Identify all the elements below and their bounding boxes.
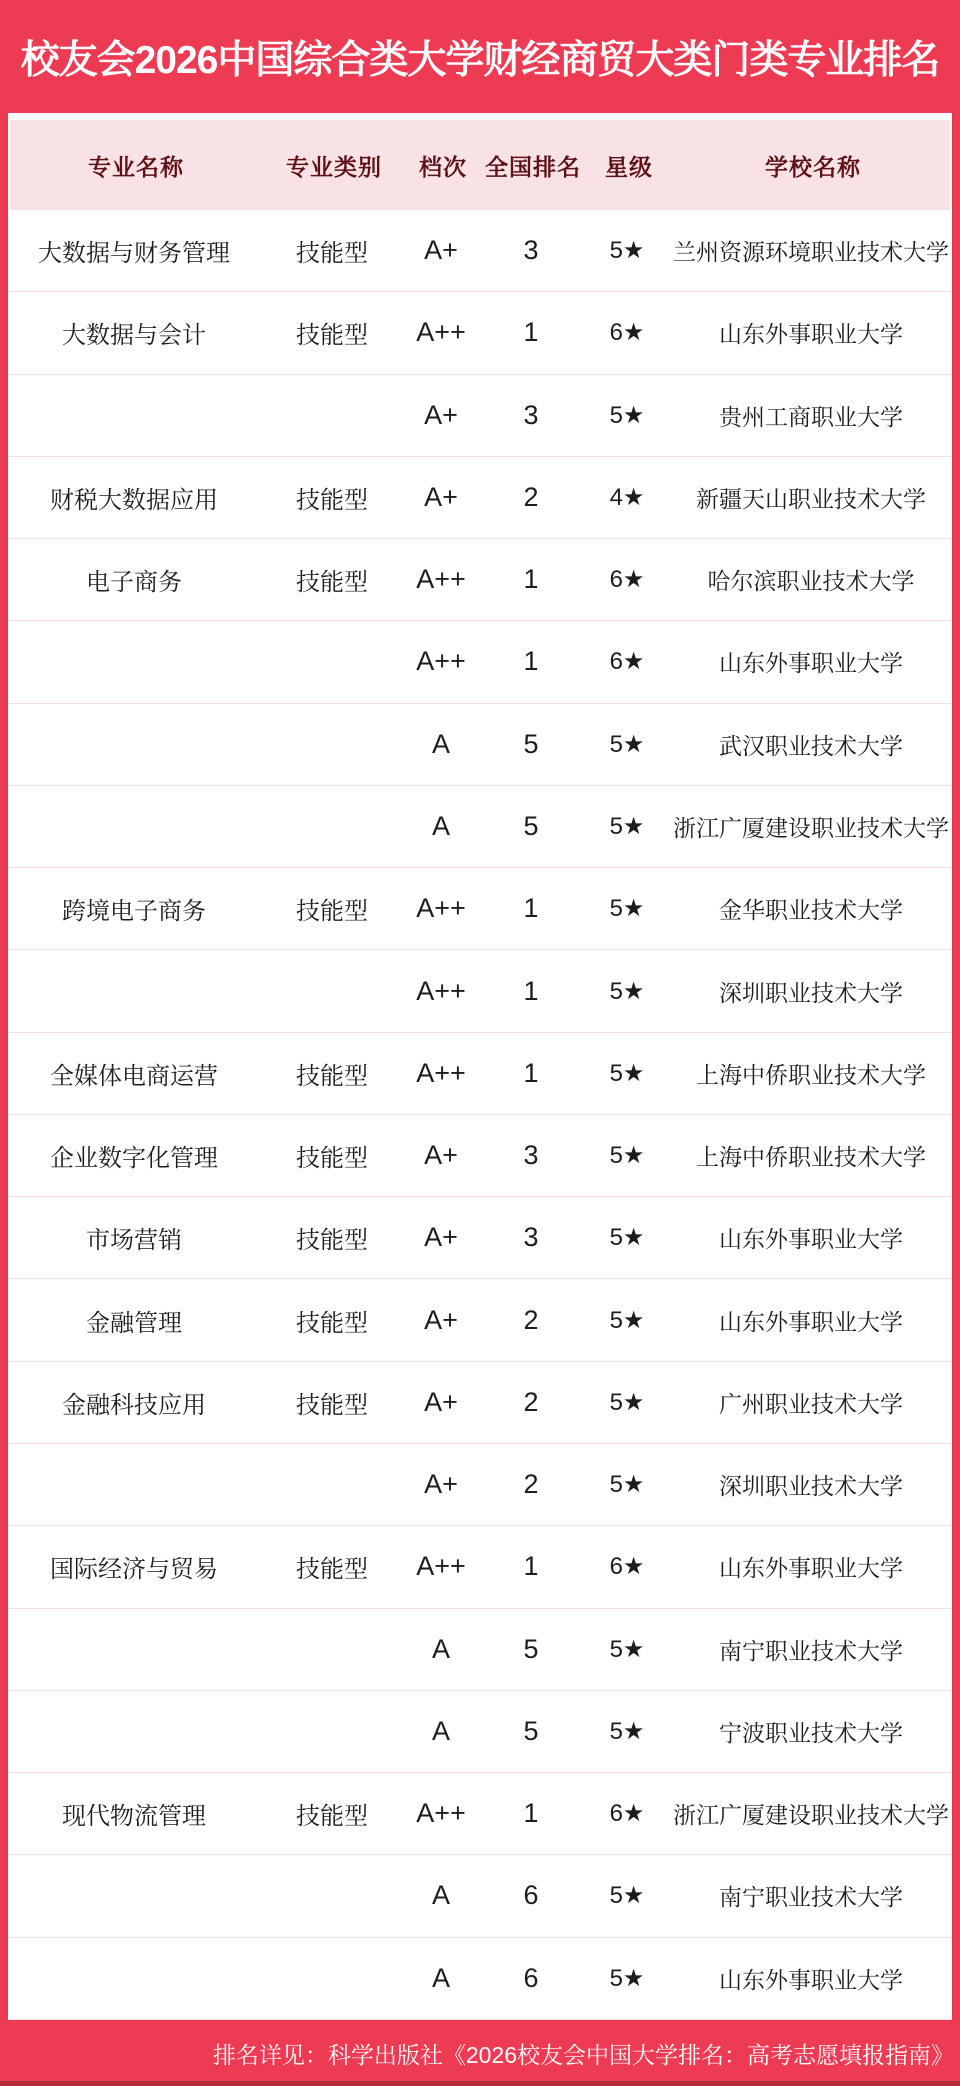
cell-rank: 1 [523,646,539,677]
cell-rank: 2 [523,1469,539,1500]
cell-rank: 1 [523,893,539,924]
footer-bar [0,2020,960,2086]
cell-rank: 1 [523,317,539,348]
cell-school: 上海中侨职业技术大学 [696,1061,926,1088]
cell-school: 广州职业技术大学 [719,1390,903,1417]
table-row [8,1526,952,1608]
cell-grade: A+ [424,1469,458,1500]
cell-rank: 6 [523,1880,539,1911]
cell-major: 电子商务 [86,569,182,597]
cell-grade: A++ [416,1798,466,1829]
cell-school: 深圳职业技术大学 [719,979,903,1006]
table-row [8,1938,952,2020]
column-header-major: 专业名称 [88,153,184,180]
cell-grade: A [431,1633,450,1664]
cell-school: 武汉职业技术大学 [719,732,903,759]
cell-grade: A+ [424,235,458,266]
cell-grade: A++ [416,975,466,1006]
table-row [8,1691,952,1773]
cell-rank: 5 [523,1633,539,1664]
cell-school: 浙江广厦建设职业技术大学 [673,814,949,841]
bottom-edge-strip [0,2081,960,2086]
cell-stars: 5★ [609,812,645,840]
cell-major: 国际经济与贸易 [50,1556,218,1584]
cell-major: 企业数字化管理 [50,1145,218,1173]
cell-stars: 5★ [609,1964,645,1992]
table-row [8,1444,952,1526]
cell-rank: 6 [523,1962,539,1993]
cell-rank: 2 [523,1304,539,1335]
cell-category: 技能型 [296,486,368,514]
cell-school: 山东外事职业大学 [719,650,903,677]
table-row [8,621,952,703]
cell-stars: 5★ [609,1388,645,1416]
cell-stars: 6★ [609,648,645,676]
cell-rank: 3 [523,1140,539,1171]
cell-school: 浙江广厦建设职业技术大学 [673,1802,949,1829]
cell-stars: 5★ [609,730,645,758]
cell-rank: 1 [523,1057,539,1088]
cell-rank: 3 [523,1222,539,1253]
cell-category: 技能型 [296,322,368,350]
cell-school: 金华职业技术大学 [719,897,903,924]
cell-stars: 5★ [609,237,645,265]
cell-grade: A++ [416,317,466,348]
cell-major: 金融科技应用 [62,1391,206,1419]
table-row [8,1033,952,1115]
cell-stars: 5★ [609,1142,645,1170]
column-header-category: 专业类别 [286,153,382,180]
cell-major: 全媒体电商运营 [50,1062,218,1090]
cell-category: 技能型 [296,1391,368,1419]
table-row [8,950,952,1032]
table-row [8,457,952,539]
cell-major: 大数据与会计 [62,322,206,350]
cell-stars: 6★ [609,1553,645,1581]
cell-category: 技能型 [296,569,368,597]
cell-school: 山东外事职业大学 [719,1308,903,1335]
cell-stars: 5★ [609,1471,645,1499]
cell-major: 财税大数据应用 [50,486,218,514]
cell-stars: 5★ [609,895,645,923]
cell-school: 贵州工商职业大学 [719,403,903,430]
cell-grade: A+ [424,399,458,430]
cell-grade: A++ [416,564,466,595]
table-body [8,210,952,2020]
cell-school: 山东外事职业大学 [719,1226,903,1253]
cell-school: 南宁职业技术大学 [719,1637,903,1664]
column-header-grade: 档次 [419,153,467,180]
cell-category: 技能型 [296,1062,368,1090]
cell-category: 技能型 [296,1803,368,1831]
page-title: 校友会2026中国综合类大学财经商贸大类门类专业排名 [20,38,940,82]
cell-school: 兰州资源环境职业技术大学 [673,239,949,266]
cell-rank: 5 [523,1715,539,1746]
cell-grade: A+ [424,481,458,512]
table-header-row [10,120,950,210]
table-row [8,704,952,786]
cell-major: 金融管理 [86,1309,182,1337]
table-row [8,539,952,621]
cell-grade: A [431,728,450,759]
footer-note: 排名详见：科学出版社《2026校友会中国大学排名：高考志愿填报指南》 [212,2041,954,2068]
cell-school: 上海中侨职业技术大学 [696,1144,926,1171]
column-header-rank: 全国排名 [485,153,581,180]
cell-school: 宁波职业技术大学 [719,1719,903,1746]
cell-rank: 1 [523,1551,539,1582]
cell-grade: A [431,1880,450,1911]
table-row [8,1609,952,1691]
cell-stars: 6★ [609,319,645,347]
cell-stars: 5★ [609,1717,645,1745]
cell-school: 山东外事职业大学 [719,1966,903,1993]
cell-school: 山东外事职业大学 [719,321,903,348]
cell-category: 技能型 [296,1145,368,1173]
cell-rank: 1 [523,975,539,1006]
cell-stars: 5★ [609,1635,645,1663]
table-row [8,786,952,868]
table-row [8,292,952,374]
cell-school: 深圳职业技术大学 [719,1473,903,1500]
cell-grade: A++ [416,646,466,677]
cell-category: 技能型 [296,1556,368,1584]
cell-rank: 2 [523,1386,539,1417]
cell-grade: A++ [416,1551,466,1582]
cell-school: 新疆天山职业技术大学 [696,485,926,512]
cell-rank: 3 [523,399,539,430]
cell-grade: A [431,1715,450,1746]
table-row [8,1197,952,1279]
cell-rank: 2 [523,481,539,512]
cell-grade: A+ [424,1386,458,1417]
cell-major: 大数据与财务管理 [38,240,230,268]
cell-category: 技能型 [296,898,368,926]
cell-rank: 1 [523,1798,539,1829]
table-row [8,375,952,457]
cell-category: 技能型 [296,1227,368,1255]
cell-rank: 1 [523,564,539,595]
ranking-table-panel [8,113,952,2020]
cell-rank: 5 [523,728,539,759]
cell-stars: 6★ [609,1800,645,1828]
cell-school: 南宁职业技术大学 [719,1884,903,1911]
title-bar [0,0,960,113]
cell-rank: 5 [523,810,539,841]
table-row [8,1362,952,1444]
cell-rank: 3 [523,235,539,266]
cell-grade: A [431,1962,450,1993]
cell-grade: A++ [416,893,466,924]
cell-category: 技能型 [296,1309,368,1337]
cell-stars: 5★ [609,401,645,429]
cell-stars: 5★ [609,1059,645,1087]
cell-stars: 5★ [609,1224,645,1252]
table-row [8,868,952,950]
cell-grade: A++ [416,1057,466,1088]
table-row [8,210,952,292]
cell-stars: 5★ [609,977,645,1005]
cell-grade: A+ [424,1304,458,1335]
cell-school: 哈尔滨职业技术大学 [707,568,915,595]
table-row [8,1115,952,1197]
table-row [8,1279,952,1361]
table-row [8,1773,952,1855]
cell-major: 现代物流管理 [62,1803,206,1831]
column-header-stars: 星级 [605,153,653,180]
column-header-school: 学校名称 [765,153,861,180]
cell-school: 山东外事职业大学 [719,1555,903,1582]
cell-major: 市场营销 [86,1227,182,1255]
cell-stars: 5★ [609,1882,645,1910]
cell-category: 技能型 [296,240,368,268]
cell-major: 跨境电子商务 [62,898,206,926]
cell-stars: 5★ [609,1306,645,1334]
cell-grade: A+ [424,1140,458,1171]
table-row [8,1855,952,1937]
cell-stars: 6★ [609,566,645,594]
cell-stars: 4★ [609,483,645,511]
cell-grade: A+ [424,1222,458,1253]
cell-grade: A [431,810,450,841]
